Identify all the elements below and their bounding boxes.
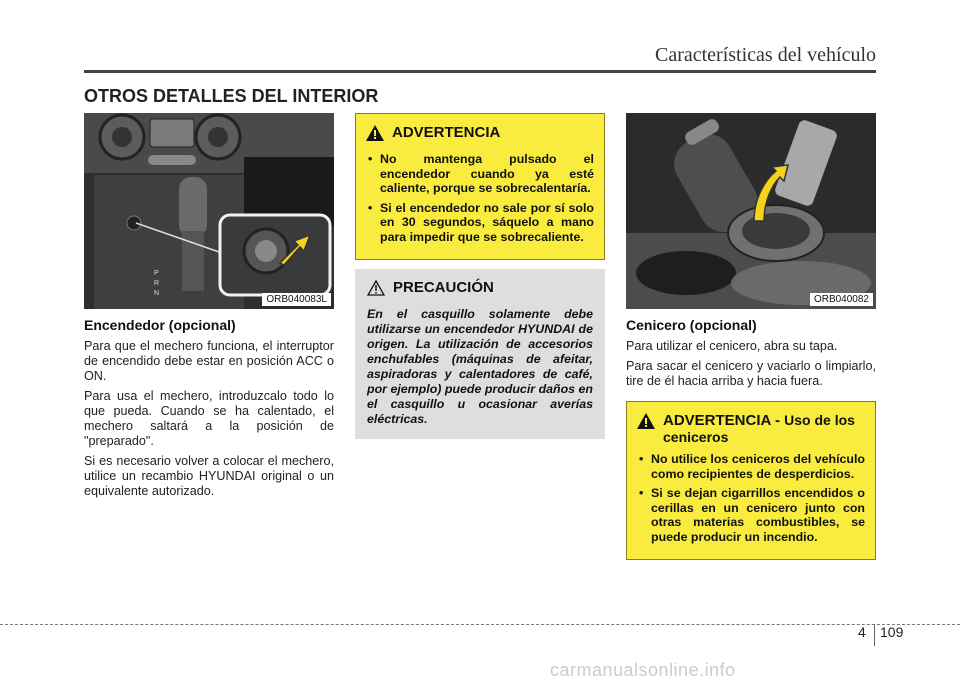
ashtray-warning-box — [626, 401, 876, 560]
ashtray-warning-item-1: • No utilice los ceniceros del vehículo como recipientes de desperdicios. — [637, 452, 865, 481]
lighter-photo — [84, 113, 334, 309]
page-divider — [874, 624, 875, 646]
page-number — [858, 624, 904, 640]
ashtray-warning-item-2: • Si se dejan cigarrillos encendidos o cerillas en un cenicero junto con otras materias combustibles, se puede producir un incendio. — [637, 486, 865, 544]
lighter-paragraph-1: Para que el mechero funciona, el interruptor de encendido debe estar en posición ACC o ON. — [84, 339, 334, 383]
ashtray-warning-title — [663, 412, 865, 446]
photo-code: ORB040083L — [262, 293, 331, 306]
lighter-paragraph-3: Si es necesario volver a colocar el mechero, utilice un recambio HYUNDAI original o un equivalente autorizado. — [84, 454, 334, 498]
warning-item-1: • No mantenga pulsado el encendedor cuando ya esté caliente, porque se sobrecalentaría. — [366, 152, 594, 196]
ashtray-warning-title-main: ADVERTENCIA - — [663, 412, 780, 429]
lighter-column — [84, 113, 334, 504]
console-illustration — [84, 113, 334, 309]
caution-box — [355, 269, 605, 439]
ashtray-warning-title-row — [637, 412, 865, 446]
ashtray-photo — [626, 113, 876, 309]
photo-code: ORB040082 — [810, 293, 873, 306]
warning-box — [355, 113, 605, 260]
caution-title-row — [367, 279, 593, 301]
chapter-title: Características del vehículo — [654, 44, 876, 66]
warning-title: ADVERTENCIA — [392, 124, 501, 141]
caution-title: PRECAUCIÓN — [393, 279, 494, 296]
header-rule — [84, 70, 876, 73]
svg-text:P: P — [154, 270, 159, 277]
warning-item-2: • Si el encendedor no sale por sí solo en 30 segundos, sáquelo a mano para impedir que se sobrecaliente. — [366, 201, 594, 245]
ashtray-column — [626, 113, 876, 560]
ashtray-warning-list — [637, 452, 865, 544]
lighter-paragraph-2: Para usa el mechero, introduzcalo todo lo que pueda. Cuando se ha calentado, el mechero saltará a la posición de "preparado". — [84, 389, 334, 448]
lighter-heading: Encendedor (opcional) — [84, 317, 236, 333]
section-title: OTROS DETALLES DEL INTERIOR — [84, 86, 379, 106]
warning-icon — [637, 413, 655, 434]
chapter-number: 4 — [858, 624, 866, 640]
caution-icon — [367, 280, 385, 301]
warning-list — [366, 152, 594, 244]
ashtray-paragraph-2: Para sacar el cenicero y vaciarlo o limpiarlo, tire de él hacia arriba y hacia fuera. — [626, 359, 876, 388]
ashtray-warning-title-sub: Uso de los ceniceros — [663, 412, 855, 445]
svg-text:N: N — [154, 290, 160, 297]
ashtray-heading: Cenicero (opcional) — [626, 317, 757, 333]
caution-text: En el casquillo solamente debe utilizarse un encendedor HYUNDAI de origen. La utilización de accesorios enchufables (máquinas de afeitar, aspiradoras y calentadores de café, por ejemplo) puede producir daños en el casquillo u ocasionar averías eléctricas. — [367, 307, 593, 426]
watermark: carmanualsonline.info — [550, 660, 736, 680]
page-number-value: 109 — [880, 624, 904, 640]
ashtray-illustration — [626, 113, 876, 309]
ashtray-paragraph-1: Para utilizar el cenicero, abra su tapa. — [626, 339, 838, 353]
warnings-column — [355, 113, 605, 439]
warning-title-row — [366, 124, 594, 146]
svg-text:R: R — [154, 280, 160, 287]
warning-icon — [366, 125, 384, 146]
footer-rule — [0, 624, 960, 625]
